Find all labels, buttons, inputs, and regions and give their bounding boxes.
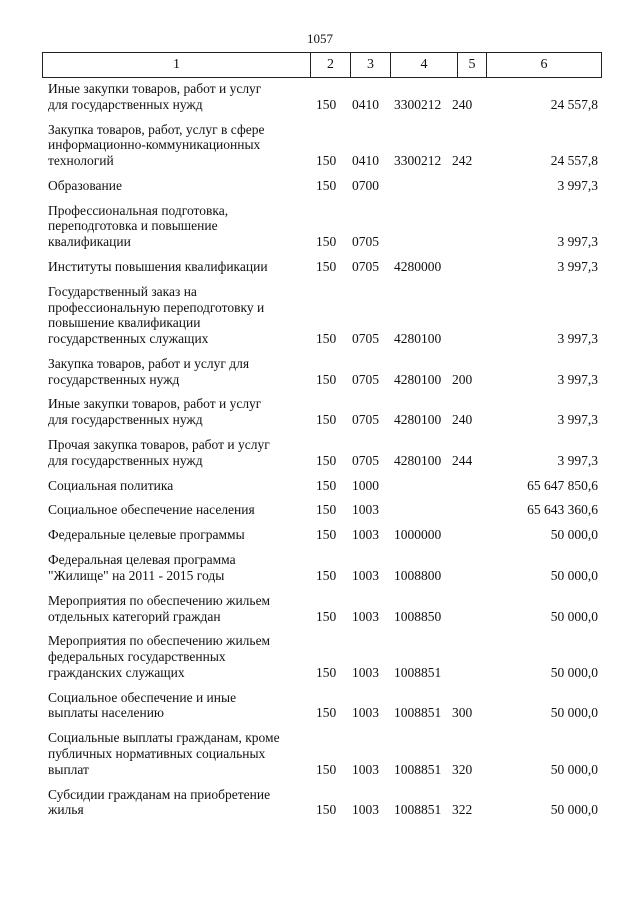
row-name-line: Субсидии гражданам на приобретение — [48, 786, 271, 802]
row-name-line: выплаты населению — [48, 705, 165, 721]
row-col-3: 0705 — [352, 234, 379, 250]
row-name-line: Профессиональная подготовка, — [48, 202, 229, 218]
table-row — [0, 356, 640, 387]
row-col-6: 50 000,0 — [550, 802, 598, 818]
row-name-line: для государственных нужд — [48, 96, 203, 112]
row-name-line: повышение квалификации — [48, 315, 201, 331]
row-col-4: 1008851 — [394, 664, 442, 680]
row-name-line: Институты повышения квалификации — [48, 259, 268, 275]
row-col-5: 242 — [452, 152, 473, 168]
table-row — [0, 81, 640, 112]
table-row — [0, 730, 640, 777]
row-col-5: 322 — [452, 802, 473, 818]
row-name-line: переподготовка и повышение — [48, 218, 218, 234]
row-name-line: Иные закупки товаров, работ и услуг — [48, 396, 262, 412]
row-col-5: 320 — [452, 761, 473, 777]
row-col-6: 24 557,8 — [550, 152, 598, 168]
row-col-3: 0705 — [352, 371, 379, 387]
row-name-line: технологий — [48, 152, 114, 168]
row-col-3: 1003 — [352, 802, 379, 818]
row-name-line: Мероприятия по обеспечению жильем — [48, 592, 271, 608]
row-name-line: Образование — [48, 177, 122, 193]
row-col-2: 150 — [316, 371, 337, 387]
row-name-line: квалификации — [48, 234, 131, 250]
row-col-2: 150 — [316, 152, 337, 168]
row-col-2: 150 — [316, 802, 337, 818]
table-row — [0, 690, 640, 721]
row-col-3: 1000 — [352, 477, 379, 493]
row-col-3: 0410 — [352, 152, 379, 168]
row-col-6: 3 997,3 — [557, 371, 598, 387]
header-col-6: 6 — [540, 57, 548, 72]
row-col-2: 150 — [316, 761, 337, 777]
row-col-4: 4280100 — [394, 452, 442, 468]
row-name-line: выплат — [48, 761, 89, 777]
table-row — [0, 437, 640, 468]
row-col-3: 1003 — [352, 608, 379, 624]
row-name-line: Социальная политика — [48, 477, 174, 493]
row-col-4: 4280000 — [394, 259, 442, 274]
row-name-line: жилья — [48, 802, 84, 818]
row-name-line: для государственных нужд — [48, 412, 203, 428]
row-col-2: 150 — [316, 608, 337, 624]
row-col-6: 65 647 850,6 — [527, 477, 598, 493]
row-name-line: "Жилище" на 2011 - 2015 годы — [48, 567, 225, 583]
row-name — [48, 81, 308, 112]
row-col-2: 150 — [316, 477, 337, 493]
row-col-4: 1008851 — [394, 802, 442, 818]
row-name — [48, 437, 308, 468]
row-name — [48, 690, 308, 721]
table-row — [0, 259, 640, 275]
row-col-2: 150 — [316, 567, 337, 583]
row-col-6: 3 997,3 — [557, 452, 598, 468]
row-name-line: Прочая закупка товаров, работ и услуг — [48, 437, 270, 453]
row-col-2: 150 — [316, 234, 337, 250]
row-col-4: 1008850 — [394, 608, 442, 624]
row-col-4: 1000000 — [394, 527, 442, 543]
row-name — [48, 396, 308, 427]
row-col-2: 150 — [316, 177, 337, 193]
row-col-2: 150 — [316, 330, 337, 346]
row-col-4: 3300212 — [394, 96, 442, 112]
row-col-6: 3 997,3 — [557, 177, 598, 193]
row-col-3: 0705 — [352, 452, 379, 468]
row-col-3: 0705 — [352, 412, 379, 428]
row-col-4: 3300212 — [394, 152, 442, 168]
row-col-3: 0410 — [352, 96, 379, 112]
row-col-5: 240 — [452, 96, 473, 112]
row-col-2: 150 — [316, 502, 337, 518]
row-col-3: 1003 — [352, 705, 379, 721]
row-col-4: 1008851 — [394, 705, 442, 721]
row-col-6: 3 997,3 — [557, 259, 598, 274]
row-name-line: Федеральные целевые программы — [48, 527, 245, 543]
table-row — [0, 527, 640, 543]
table-row — [0, 122, 640, 169]
row-name-line: Федеральная целевая программа — [48, 552, 236, 568]
table-row — [0, 203, 640, 250]
row-col-5: 200 — [452, 371, 473, 387]
row-col-4: 4280100 — [394, 330, 442, 346]
table-row — [0, 478, 640, 494]
row-name-line: Социальное обеспечение населения — [48, 502, 255, 518]
row-col-2: 150 — [316, 412, 337, 428]
row-col-6: 24 557,8 — [550, 96, 598, 112]
row-name-line: информационно-коммуникационных — [48, 137, 261, 153]
row-col-2: 150 — [316, 527, 337, 543]
row-col-2: 150 — [316, 96, 337, 112]
row-name-line: Мероприятия по обеспечению жильем — [48, 633, 271, 649]
row-name — [48, 552, 308, 583]
row-col-4: 1008800 — [394, 567, 442, 583]
table-row — [0, 396, 640, 427]
row-name-line: гражданских служащих — [48, 664, 185, 680]
row-name — [48, 203, 308, 250]
row-col-5: 240 — [452, 412, 473, 428]
row-col-6: 3 997,3 — [557, 234, 598, 250]
row-col-6: 50 000,0 — [550, 705, 598, 721]
table-row — [0, 633, 640, 680]
row-col-2: 150 — [316, 664, 337, 680]
row-name — [48, 593, 308, 624]
row-col-6: 3 997,3 — [557, 330, 598, 346]
row-col-3: 0700 — [352, 177, 379, 193]
table-body — [0, 81, 640, 827]
row-name-line: Закупка товаров, работ и услуг для — [48, 355, 250, 371]
row-col-4: 4280100 — [394, 371, 442, 387]
header-col-2: 2 — [311, 53, 351, 77]
row-name — [48, 122, 308, 169]
row-col-6: 50 000,0 — [550, 664, 598, 680]
table-row — [0, 284, 640, 347]
row-name-line: Иные закупки товаров, работ и услуг — [48, 81, 262, 96]
row-name-line: государственных нужд — [48, 371, 180, 387]
row-col-6: 50 000,0 — [550, 761, 598, 777]
row-name-line: государственных служащих — [48, 331, 209, 346]
row-name — [48, 178, 308, 194]
row-name-line: Государственный заказ на — [48, 283, 197, 299]
row-col-3: 1003 — [352, 527, 379, 543]
table-row — [0, 502, 640, 518]
table-header — [42, 52, 602, 78]
row-name-line: федеральных государственных — [48, 649, 226, 665]
row-col-3: 1003 — [352, 664, 379, 680]
row-name-line: отдельных категорий граждан — [48, 608, 221, 624]
header-col-1: 1 — [43, 53, 311, 77]
row-name — [48, 730, 308, 777]
row-col-5: 300 — [452, 705, 473, 721]
header-col-3: 3 — [351, 53, 391, 77]
row-col-2: 150 — [316, 259, 337, 274]
table-row — [0, 593, 640, 624]
row-name — [48, 259, 308, 275]
row-col-5: 244 — [452, 452, 473, 468]
row-col-2: 150 — [316, 452, 337, 468]
row-name-line: публичных нормативных социальных — [48, 745, 266, 761]
table-row — [0, 178, 640, 194]
row-name — [48, 356, 308, 387]
row-col-3: 1003 — [352, 761, 379, 777]
row-name — [48, 633, 308, 680]
row-name — [48, 502, 308, 518]
row-name — [48, 787, 308, 818]
row-col-3: 0705 — [352, 330, 379, 346]
row-col-2: 150 — [316, 705, 337, 721]
row-col-6: 3 997,3 — [557, 412, 598, 428]
row-col-6: 50 000,0 — [550, 527, 598, 543]
row-col-6: 50 000,0 — [550, 567, 598, 583]
header-col-4: 4 — [391, 53, 458, 77]
row-col-6: 50 000,0 — [550, 608, 598, 624]
row-name-line: Социальное обеспечение и иные — [48, 689, 237, 705]
table-row — [0, 787, 640, 818]
page-number: 1057 — [307, 31, 333, 46]
row-name-line: Закупка товаров, работ, услуг в сфере — [48, 121, 265, 137]
row-name-line: профессиональную переподготовку и — [48, 299, 265, 315]
row-name-line: Социальные выплаты гражданам, кроме — [48, 730, 280, 746]
row-name — [48, 527, 308, 543]
row-name — [48, 478, 308, 494]
row-col-3: 1003 — [352, 567, 379, 583]
row-col-3: 1003 — [352, 502, 379, 518]
row-col-6: 65 643 360,6 — [527, 502, 598, 518]
row-col-3: 0705 — [352, 259, 379, 274]
row-name-line: для государственных нужд — [48, 452, 203, 468]
row-col-4: 4280100 — [394, 412, 442, 428]
row-name — [48, 284, 308, 347]
row-col-4: 1008851 — [394, 761, 442, 777]
header-col-5: 5 — [458, 53, 487, 77]
table-row — [0, 552, 640, 583]
